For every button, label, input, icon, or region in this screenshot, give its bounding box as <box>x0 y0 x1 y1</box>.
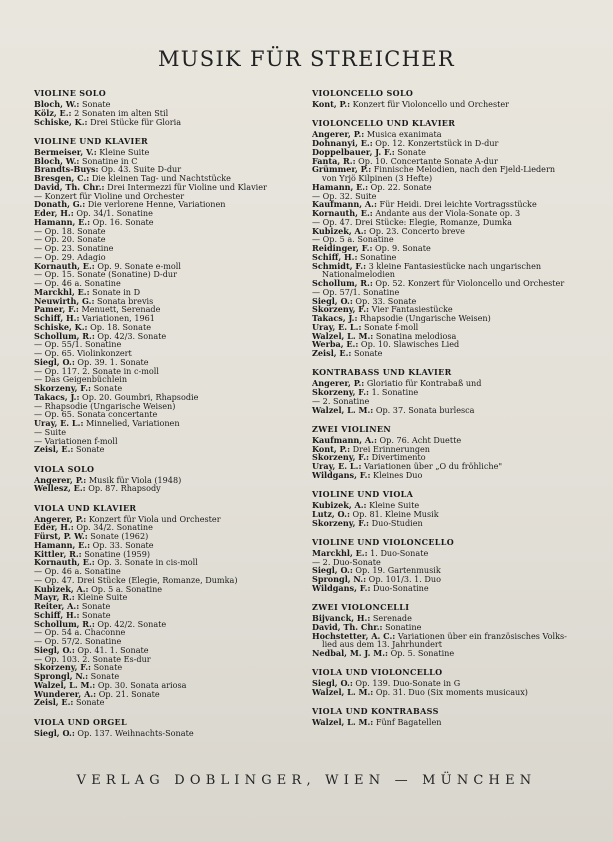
work-title: Variationen über ein französisches Volks- <box>395 630 567 641</box>
section-heading: KONTRABASS UND KLAVIER <box>312 367 452 378</box>
composer-name: Schiff, H.: <box>34 609 80 620</box>
composer-name: Kubizek, A.: <box>312 500 367 510</box>
composer-name: Doppelbauer, J. F.: <box>312 146 395 157</box>
composer-name: Walzel, L. M.: <box>312 717 374 728</box>
composer-name: Schiske, K.: <box>34 116 88 127</box>
catalog-entry <box>34 445 304 454</box>
work-title: Op. 87. Rhapsody <box>85 483 161 494</box>
section-zwei-violoncelli <box>312 602 597 658</box>
work-title: Sonatine <box>382 621 422 632</box>
right-column <box>312 88 597 737</box>
composer-name: Uray, E. L.: <box>34 418 84 428</box>
catalog-entry <box>34 419 304 428</box>
composer-name: Angerer, P.: <box>312 129 365 140</box>
section-violine-und-klavier <box>34 136 304 454</box>
work-title: Op. 139. Duo-Sonate in G <box>352 678 461 689</box>
work-title: Op. 5 a. Sonatine <box>88 583 163 594</box>
work-title: — Rhapsodie (Ungarische Weisen) <box>34 400 176 411</box>
work-title: Die kleinen Tag- und Nachtstücke <box>89 173 231 183</box>
composer-name: Skorzeny, F.: <box>312 517 370 528</box>
section-violine-solo <box>34 88 304 126</box>
composer-name: Skorzeny, F.: <box>34 662 92 673</box>
work-title: Op. 34/2. Sonatine <box>73 522 153 533</box>
work-title: Duo-Sonatine <box>370 582 429 593</box>
work-title: — Op. 55/1. Sonatine <box>34 339 122 350</box>
composer-name: Bloch, W.: <box>34 155 80 166</box>
composer-name: Donath, G.: <box>34 199 86 210</box>
work-title: Musik für Viola (1948) <box>86 474 182 485</box>
composer-name: Siegl, O.: <box>312 565 353 576</box>
work-title: Rhapsodie (Ungarische Weisen) <box>357 313 491 323</box>
work-title: Variationen, 1961 <box>79 313 155 323</box>
composer-name: Kittler, R.: <box>34 548 82 559</box>
composer-name: Skorzeny, F.: <box>312 304 370 315</box>
work-title: 2 Sonaten im alten Stil <box>71 107 169 118</box>
work-title: Op. 101/3. 1. Duo <box>366 574 441 584</box>
composer-name: Kont, P.: <box>312 99 351 109</box>
work-title: Op. 21. Sonate <box>96 688 160 699</box>
composer-name: Hamann, E.: <box>312 181 369 192</box>
work-title: Op. 12. Konzertstück in D-dur <box>372 138 499 148</box>
work-title: — Op. 23. Sonatine <box>34 243 114 253</box>
section-viola-und-kontrabass <box>312 706 597 727</box>
composer-name: Walzel, L. M.: <box>34 679 96 690</box>
work-title: Op. 33. Sonate <box>90 539 154 550</box>
work-title: — Op. 117. 2. Sonate in c-moll <box>34 365 159 376</box>
section-heading: VIOLONCELLO UND KLAVIER <box>312 118 456 129</box>
composer-name: Schmidt, F.: <box>312 260 367 271</box>
work-title: — Op. 18. Sonate <box>34 225 106 236</box>
catalog-entry <box>34 118 304 127</box>
composer-name: Takacs, J.: <box>312 313 358 323</box>
work-title: — Op. 57/2. Sonatine <box>34 636 122 646</box>
work-title: 1. Sonatine <box>369 387 419 397</box>
work-title: Gloriatio für Kontrabaß und <box>364 378 482 389</box>
composer-name: Kölz, E.: <box>34 107 72 118</box>
work-title: Sonate <box>88 671 120 681</box>
composer-name: Siegl, O.: <box>34 356 75 367</box>
work-title: Sonate (1962) <box>87 531 149 541</box>
work-title: Sonatina melodiosa <box>373 330 457 341</box>
work-title: Op. 41. 1. Sonate <box>74 644 149 655</box>
composer-name: Wildgans, F.: <box>312 469 371 480</box>
section-heading: VIOLONCELLO SOLO <box>312 88 414 98</box>
work-title: Op. 52. Konzert für Violoncello und Orchester <box>372 278 565 288</box>
work-title: Op. 3. Sonate in cis-moll <box>94 557 198 568</box>
composer-name: Zeisl, E.: <box>34 697 74 708</box>
composer-name: Nedbal, M. J. M.: <box>312 648 389 658</box>
composer-name: Eder, H.: <box>34 208 74 218</box>
work-title: Variationen über „O du fröhliche" <box>361 461 503 471</box>
composer-name: Marckhl, E.: <box>312 547 368 558</box>
composer-name: Pamer, F.: <box>34 304 79 315</box>
work-title: Op. 81. Kleine Musik <box>349 508 439 519</box>
composer-name: Kaufmann, A.: <box>312 199 377 210</box>
composer-name: Skorzeny, F.: <box>312 387 370 397</box>
composer-name: Wildgans, F.: <box>312 582 371 593</box>
section-violoncello-solo <box>312 88 597 109</box>
composer-name: Schiff, H.: <box>34 313 80 323</box>
section-viola-und-violoncello <box>312 667 597 697</box>
section-heading: VIOLINE UND VIOLA <box>312 489 414 499</box>
composer-name: Bresgen, C.: <box>34 173 90 183</box>
work-title: — Op. 103. 2. Sonate Es-dur <box>34 653 151 664</box>
left-column <box>34 88 304 747</box>
catalog-entry <box>312 471 597 480</box>
work-title: Op. 20. Goumbri, Rhapsodie <box>79 391 199 402</box>
work-title: Drei Intermezzi für Violine und Klavier <box>104 181 267 192</box>
composer-name: Siegl, O.: <box>312 295 353 306</box>
work-title: Sonate <box>394 146 426 157</box>
work-title: — Op. 20. Sonate <box>34 234 106 245</box>
work-title: 3 kleine Fantasiestücke nach ungarischen <box>366 260 542 271</box>
composer-name: Bijvanck, H.: <box>312 613 371 623</box>
work-title: Op. 10. Slawisches Lied <box>358 339 460 350</box>
composer-name: Dohnanyi, E.: <box>312 138 373 148</box>
composer-name: Siegl, O.: <box>312 678 353 689</box>
composer-name: Hamann, E.: <box>34 539 91 550</box>
composer-name: Mayr, R.: <box>34 592 75 603</box>
catalog-entry <box>312 349 597 358</box>
work-title: Vier Fantasiestücke <box>369 304 453 315</box>
composer-name: Angerer, P.: <box>34 474 87 485</box>
composer-name: Siegl, O.: <box>34 727 75 738</box>
work-title: — Op. 5 a. Sonatine <box>312 234 394 245</box>
work-title: Sonate <box>79 609 111 620</box>
section-violine-und-viola <box>312 489 597 527</box>
work-title: Op. 22. Sonate <box>368 181 432 192</box>
section-violoncello-und-klavier <box>312 118 597 358</box>
work-title: Duo-Studien <box>369 517 423 528</box>
composer-name: Grümmer, P.: <box>312 164 372 175</box>
composer-name: Uray, E. L.: <box>312 461 362 471</box>
section-heading: VIOLINE UND KLAVIER <box>34 135 149 146</box>
section-zwei-violinen <box>312 424 597 480</box>
work-title: Op. 76. Acht Duette <box>376 434 462 445</box>
work-title: Kleine Suite <box>74 592 128 603</box>
work-title: Minnelied, Variationen <box>83 418 180 428</box>
catalog-entry <box>312 718 597 727</box>
work-title: — Op. 47. Drei Stücke (Elegie, Romanze, Dumka) <box>34 574 238 585</box>
work-title: — Suite <box>34 426 67 437</box>
work-title: Sonate in D <box>89 286 141 297</box>
page-title: MUSIK FÜR STREICHER <box>157 47 456 71</box>
work-title: Kleine Suite <box>96 146 150 157</box>
composer-name: Schollum, R.: <box>312 278 373 288</box>
section-kontrabass-und-klavier <box>312 367 597 414</box>
composer-name: Uray, E. L.: <box>312 321 362 332</box>
work-title: Drei Erinnerungen <box>350 443 431 454</box>
composer-name: Bloch, W.: <box>34 99 80 109</box>
work-title: — Variationen f-moll <box>34 435 118 446</box>
composer-name: Siegl, O.: <box>34 644 75 655</box>
composer-name: Reiter, A.: <box>34 601 80 611</box>
work-title: — Op. 32. Suite <box>312 190 377 201</box>
composer-name: Marckhl, E.: <box>34 286 90 297</box>
catalog-entry <box>312 519 597 528</box>
work-title: — Op. 57/1. Sonatine <box>312 286 400 297</box>
work-title: — Op. 46 a. Sonatine <box>34 278 121 288</box>
work-title: Serenade <box>370 613 412 623</box>
section-heading: VIOLA UND VIOLONCELLO <box>312 667 443 678</box>
work-title: Op. 5. Sonatine <box>388 648 455 658</box>
composer-name: David, Th. Chr.: <box>312 621 383 632</box>
work-title: Musica exanimata <box>364 129 442 140</box>
work-title: Fünf Bagatellen <box>373 717 442 728</box>
work-title: Andante aus der Viola-Sonate op. 3 <box>372 208 521 218</box>
work-title: — Op. 54 a. Chaconne <box>34 627 126 638</box>
work-title: Op. 19. Gartenmusik <box>352 565 441 576</box>
composer-name: Reidinger, F.: <box>312 243 373 253</box>
work-title: Sonate <box>79 601 111 611</box>
work-title: Op. 30. Sonata ariosa <box>95 679 187 690</box>
composer-name: Kubizek, A.: <box>312 225 367 236</box>
work-title: Sonate <box>351 348 383 358</box>
work-title: Op. 10. Concertante Sonate A-dur <box>355 155 498 166</box>
composer-name: Fürst, P. W.: <box>34 531 88 541</box>
work-title: Op. 137. Weihnachts-Sonate <box>74 727 194 738</box>
section-heading: VIOLA UND KONTRABASS <box>312 706 439 717</box>
composer-name: Kont, P.: <box>312 443 351 454</box>
composer-name: Bermeiser, V.: <box>34 146 97 157</box>
composer-name: Schollum, R.: <box>34 330 95 341</box>
work-title: Sonata brevis <box>94 295 154 306</box>
section-heading: ZWEI VIOLINEN <box>312 423 392 434</box>
work-title: Divertimento <box>369 452 426 463</box>
composer-name: Kornauth, E.: <box>34 260 95 271</box>
composer-name: Walzel, L. M.: <box>312 404 374 415</box>
section-viola-und-orgel <box>34 717 304 738</box>
section-heading: VIOLA UND KLAVIER <box>34 502 137 513</box>
composer-name: Neuwirth, G.: <box>34 295 95 306</box>
work-title: Kleines Duo <box>370 469 423 480</box>
composer-name: Skorzeny, F.: <box>34 383 92 393</box>
work-title: Sonate <box>91 383 123 393</box>
work-title: lied aus dem 13. Jahrhundert <box>322 639 443 650</box>
work-title: Konzert für Violoncello und Orchester <box>350 99 510 109</box>
section-violine-und-violoncello <box>312 537 597 593</box>
work-title: Die verlorene Henne, Variationen <box>85 199 226 210</box>
composer-name: Angerer, P.: <box>34 513 87 524</box>
composer-name: Hamann, E.: <box>34 216 91 227</box>
catalog-entry <box>34 484 304 493</box>
composer-name: Brandts-Buys: <box>34 164 99 175</box>
composer-name: Sprongl, N.: <box>34 671 89 681</box>
composer-name: Eder, H.: <box>34 522 74 533</box>
work-title: Op. 16. Sonate <box>90 216 154 227</box>
work-title: Sonate f-moll <box>361 321 419 332</box>
work-title: Drei Stücke für Gloria <box>87 116 182 127</box>
work-title: Menuett, Serenade <box>78 304 161 315</box>
catalog-entry <box>34 729 304 738</box>
section-heading: VIOLA SOLO <box>34 463 95 474</box>
composer-name: Kaufmann, A.: <box>312 434 377 445</box>
composer-name: Fanta, R.: <box>312 155 356 166</box>
work-title: Op. 42/3. Sonate <box>94 330 167 341</box>
work-title: — Op. 47. Drei Stücke: Elegie, Romanze, Dumka <box>312 216 512 227</box>
section-heading: VIOLINE SOLO <box>34 88 107 98</box>
composer-name: David, Th. Chr.: <box>34 181 105 192</box>
composer-name: Kornauth, E.: <box>312 208 373 218</box>
work-title: Op. 37. Sonata burlesca <box>373 404 475 415</box>
catalog-entry <box>312 688 597 697</box>
composer-name: Walzel, L. M.: <box>312 330 374 341</box>
work-title: — 2. Duo-Sonate <box>312 556 381 567</box>
section-heading: ZWEI VIOLONCELLI <box>312 602 410 612</box>
section-viola-solo <box>34 464 304 494</box>
work-title: Op. 33. Sonate <box>352 295 417 306</box>
work-title: von Yrjö Kilpinen (3 Hefte) <box>322 173 433 183</box>
work-title: Sonate <box>73 444 105 455</box>
work-title: Sonatine <box>357 251 397 262</box>
work-title: 1. Duo-Sonate <box>367 547 429 558</box>
composer-name: Lutz, O.: <box>312 508 350 519</box>
section-viola-und-klavier <box>34 503 304 708</box>
work-title: Sonate <box>79 99 111 109</box>
work-title: Für Heidi. Drei leichte Vortragsstücke <box>376 199 537 210</box>
composer-name: Angerer, P.: <box>312 378 365 389</box>
work-title: Sonate <box>91 662 123 673</box>
work-title: Op. 9. Sonate <box>372 243 431 253</box>
work-title: — Op. 15. Sonate (Sonatine) D-dur <box>34 269 177 280</box>
catalog-entry <box>34 698 304 707</box>
catalog-entry <box>312 100 597 109</box>
composer-name: Wellesz, E.: <box>34 483 86 494</box>
section-heading: VIOLINE UND VIOLONCELLO <box>312 536 455 547</box>
work-title: — Op. 29. Adagio <box>34 251 106 262</box>
composer-name: Kubizek, A.: <box>34 583 89 594</box>
work-title: Op. 18. Sonate <box>87 321 152 332</box>
work-title: Op. 42/2. Sonate <box>94 618 167 629</box>
composer-name: Kornauth, E.: <box>34 557 95 568</box>
work-title: — Op. 46 a. Sonatine <box>34 566 121 576</box>
composer-name: Hochstetter, A. C.: <box>312 630 396 641</box>
work-title: Sonatine in C <box>79 155 138 166</box>
composer-name: Zeisl, E.: <box>34 444 74 455</box>
composer-name: Zeisl, E.: <box>312 348 352 358</box>
work-title: Nationalmelodien <box>322 269 395 280</box>
catalog-entry <box>312 406 597 415</box>
work-title: Op. 34/1. Sonatine <box>73 208 153 218</box>
work-title: — Op. 65. Sonata concertante <box>34 409 158 420</box>
work-title: Op. 39. 1. Sonate <box>74 356 149 367</box>
work-title: Konzert für Viola und Orchester <box>86 513 221 524</box>
catalog-entry <box>312 649 597 658</box>
work-title: Op. 23. Concerto breve <box>366 225 465 236</box>
catalog-entry <box>312 584 597 593</box>
publisher-footer: VERLAG DOBLINGER, WIEN — MÜNCHEN <box>76 773 537 788</box>
work-title: — Op. 65. Violinkonzert <box>34 348 132 358</box>
section-heading: VIOLA UND ORGEL <box>34 716 127 727</box>
composer-name: Takacs, J.: <box>34 391 80 402</box>
work-title: Op. 43. Suite D-dur <box>98 164 182 175</box>
work-title: — Das Geigenbüchlein <box>34 374 128 385</box>
work-title: Kleine Suite <box>366 500 420 510</box>
composer-name: Wunderer, A.: <box>34 688 97 699</box>
work-title: Op. 31. Duo (Six moments musicaux) <box>373 687 528 697</box>
work-title: Finnische Melodien, nach den Fjeld-Liedern <box>371 164 556 175</box>
composer-name: Schiske, K.: <box>34 321 88 332</box>
composer-name: Werba, E.: <box>312 339 359 350</box>
work-title: — 2. Sonatine <box>312 395 370 406</box>
composer-name: Skorzeny, F.: <box>312 452 370 463</box>
composer-name: Walzel, L. M.: <box>312 687 374 697</box>
work-title: — Konzert für Violine und Orchester <box>34 190 185 201</box>
work-title: Op. 9. Sonate e-moll <box>94 260 181 271</box>
composer-name: Schollum, R.: <box>34 618 95 629</box>
work-title: Sonatine (1959) <box>81 548 151 559</box>
work-title: Sonate <box>73 697 105 708</box>
composer-name: Schiff, H.: <box>312 251 358 262</box>
composer-name: Sprongl, N.: <box>312 574 367 584</box>
